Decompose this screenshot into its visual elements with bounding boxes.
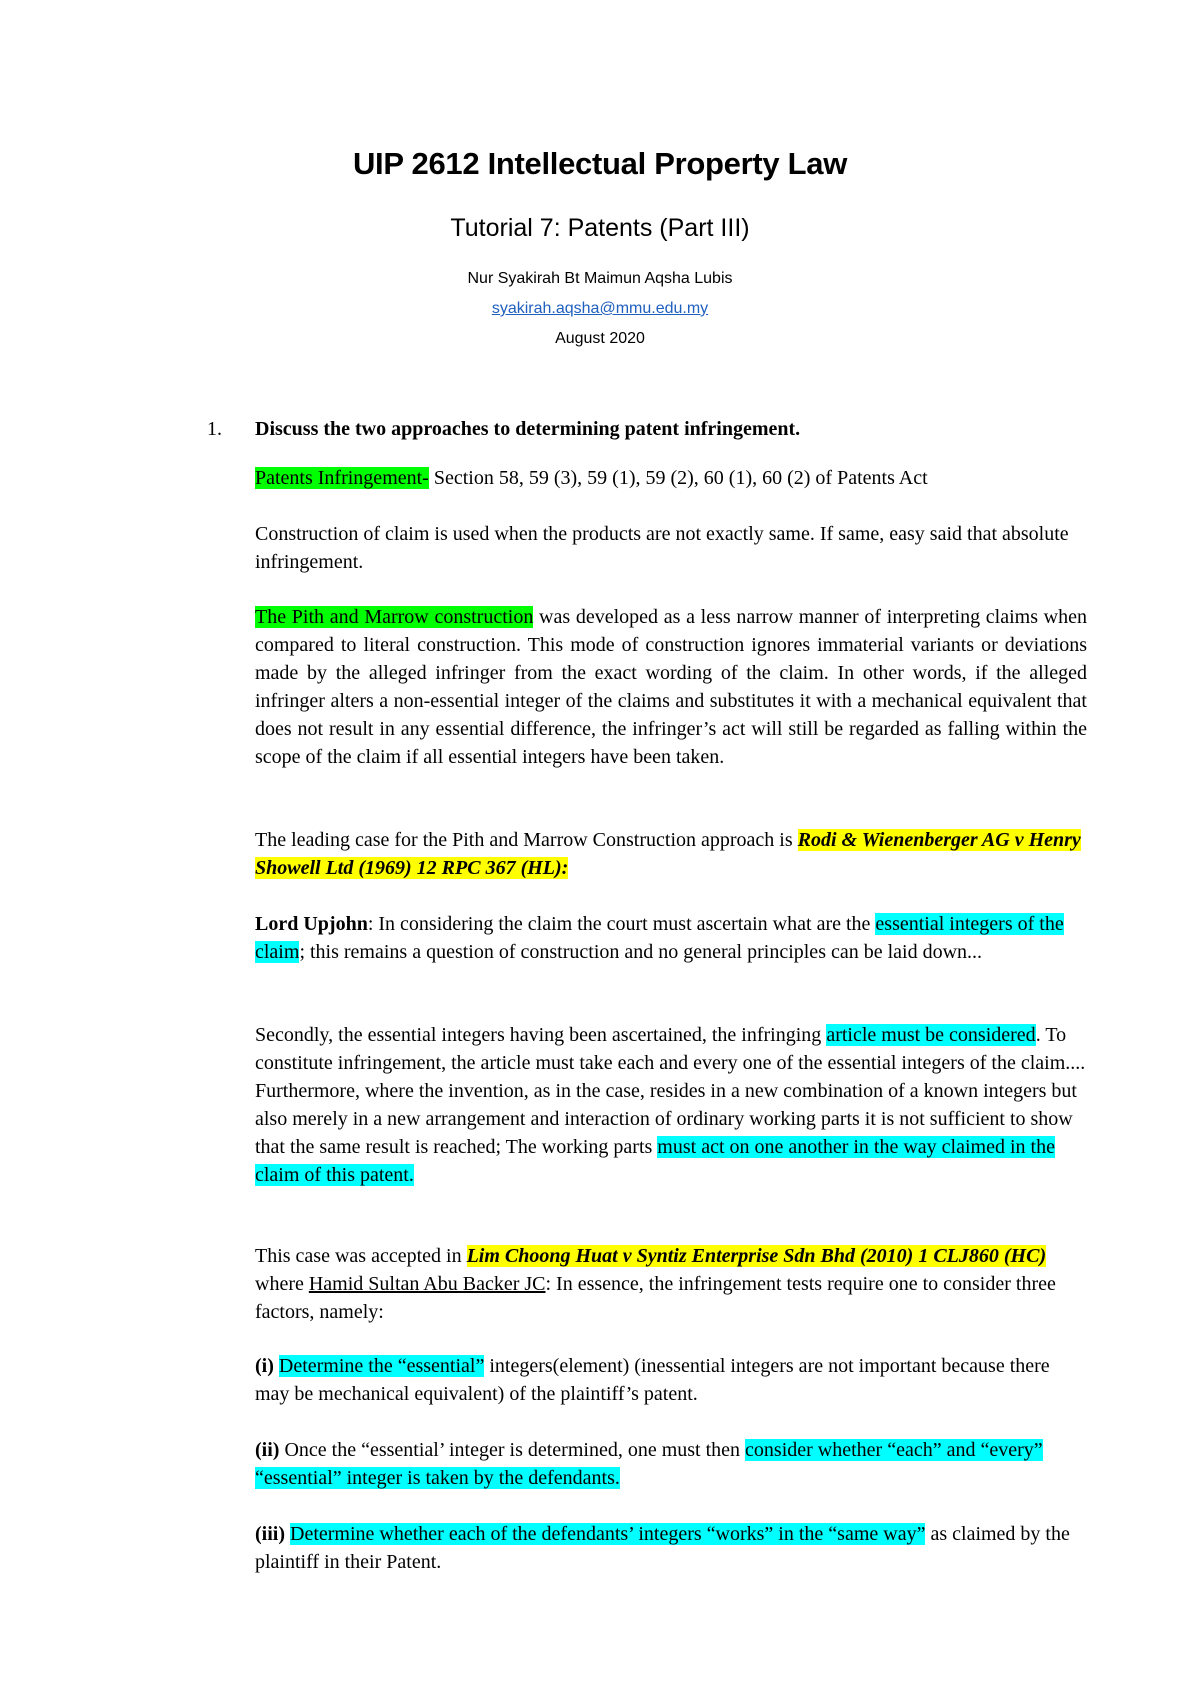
paragraph-text: was developed as a less narrow manner of interpreting claims when compared to literal construction. This mode of construction ignores immaterial variants or deviations made by the alleged infringer from the exact wording of the claim. In other words, if the alleged infringer alters a non-essential integer of the claims and substitutes it with a mechanical equivalent that does not result in any essential difference, the infringer’s act will still be regarded as falling within the scope of the claim if all essential integers have been taken. bbox=[255, 606, 1088, 768]
highlight-cyan: article must be considered bbox=[826, 1024, 1036, 1046]
factor-label: (i) bbox=[255, 1355, 274, 1377]
paragraph-leading-case bbox=[255, 826, 1087, 882]
highlight-cyan: consider whether “each” and “every” “essential” integer is taken by the defendants. bbox=[255, 1439, 1043, 1489]
judge-name: Lord Upjohn bbox=[255, 913, 368, 935]
paragraph-secondly: Secondly, the essential integers having been ascertained, the infringing article must be considered. To constitute infringement, the article must take each and every one of the essential integers of the claim.... Furthermore, where the invention, as in the case, resides in a new combination of a known integers but also merely in a new arrangement and interaction of ordinary working parts it is not sufficient to show that the same result is reached; The working parts must act on one another in the way claimed in the claim of this patent. bbox=[255, 1024, 1086, 1186]
paragraph-patents-infringement bbox=[255, 464, 1087, 492]
document-date: August 2020 bbox=[555, 330, 645, 347]
factor-label: (iii) bbox=[255, 1523, 285, 1545]
paragraph-case-accepted: This case was accepted in Lim Choong Huat v Syntiz Enterprise Sdn Bhd (2010) 1 CLJ860 (HC) where Hamid Sultan Abu Backer JC: In essence, the infringement tests require one to consider three factors, namely: bbox=[255, 1245, 1056, 1323]
highlight-cyan: Determine the “essential” bbox=[278, 1355, 485, 1377]
judge-name: Hamid Sultan Abu Backer JC bbox=[308, 1273, 546, 1295]
factor-ii: (ii) Once the “essential’ integer is determined, one must then consider whether “each” and “every” “essential” integer is taken by the defendants. bbox=[255, 1439, 1043, 1489]
factor-label: (ii) bbox=[255, 1439, 280, 1461]
author-name: Nur Syakirah Bt Maimun Aqsha Lubis bbox=[467, 270, 733, 287]
paragraph-text: Section 58, 59 (3), 59 (1), 59 (2), 60 (1), 60 (2) of Patents Act bbox=[428, 467, 928, 489]
document-subtitle: Tutorial 7: Patents (Part III) bbox=[450, 214, 750, 242]
highlight-cyan: essential integers of the claim bbox=[255, 913, 1064, 963]
paragraph-text: The leading case for the Pith and Marrow Construction approach is bbox=[255, 829, 798, 851]
paragraph-text: Construction of claim is used when the products are not exactly same. If same, easy said that absolute infringement. bbox=[255, 523, 1069, 573]
document-title: UIP 2612 Intellectual Property Law bbox=[352, 146, 848, 181]
question-number: 1. bbox=[207, 418, 222, 440]
highlight-cyan: must act on one another in the way claimed in the claim of this patent. bbox=[255, 1136, 1055, 1186]
highlight-green: Patents Infringement- bbox=[255, 467, 429, 489]
author-email-link[interactable]: syakirah.aqsha@mmu.edu.my bbox=[491, 300, 709, 317]
paragraph-construction-of-claim bbox=[255, 520, 1087, 576]
paragraph-pith-and-marrow bbox=[255, 603, 1087, 771]
question-text: Discuss the two approaches to determining patent infringement. bbox=[255, 418, 801, 440]
factor-i: (i) Determine the “essential” integers(element) (inessential integers are not important because there may be mechanical equivalent) of the plaintiff’s patent. bbox=[255, 1355, 1050, 1405]
case-citation-highlight: Rodi & Wienenberger AG v Henry Showell Ltd (1969) 12 RPC 367 (HL): bbox=[255, 829, 1081, 879]
highlight-green: The Pith and Marrow construction bbox=[255, 606, 534, 628]
highlight-cyan: Determine whether each of the defendants’ integers “works” in the “same way” bbox=[290, 1523, 926, 1545]
paragraph-lord-upjohn: Lord Upjohn: In considering the claim the court must ascertain what are the essential integers of the claim; this remains a question of construction and no general principles can be laid down... bbox=[255, 913, 1064, 963]
factor-iii: (iii) Determine whether each of the defendants’ integers “works” in the “same way” as claimed by the plaintiff in their Patent. bbox=[255, 1523, 1070, 1573]
case-citation-highlight: Lim Choong Huat v Syntiz Enterprise Sdn Bhd (2010) 1 CLJ860 (HC) bbox=[466, 1245, 1047, 1267]
